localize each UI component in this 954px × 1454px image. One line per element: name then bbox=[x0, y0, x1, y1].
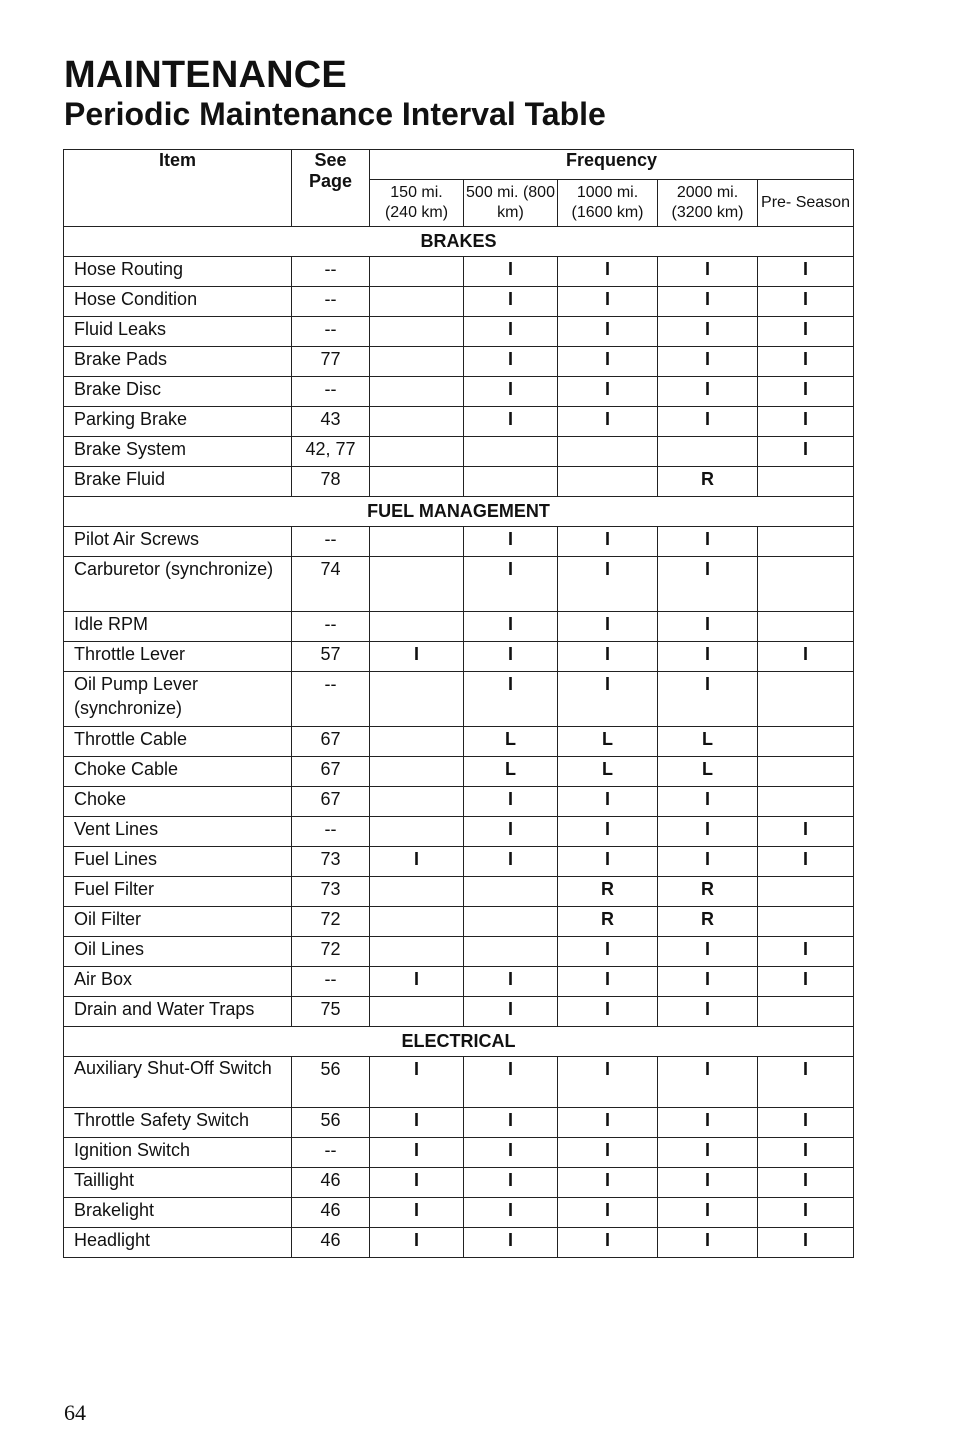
interval-mark-cell: I bbox=[464, 557, 558, 612]
interval-mark-cell bbox=[758, 757, 854, 787]
interval-mark-cell: I bbox=[464, 612, 558, 642]
column-header-item: Item bbox=[64, 150, 292, 227]
interval-mark-cell: I bbox=[558, 257, 658, 287]
interval-mark-cell bbox=[758, 727, 854, 757]
interval-mark-cell: I bbox=[558, 1228, 658, 1258]
interval-mark-cell bbox=[558, 437, 658, 467]
interval-mark-cell bbox=[758, 787, 854, 817]
item-cell: Idle RPM bbox=[64, 612, 292, 642]
page-number: 64 bbox=[64, 1400, 86, 1425]
page-cell: -- bbox=[292, 317, 370, 347]
interval-mark-cell bbox=[464, 467, 558, 497]
interval-mark-cell bbox=[370, 317, 464, 347]
item-cell: Pilot Air Screws bbox=[64, 527, 292, 557]
page-cell: -- bbox=[292, 817, 370, 847]
table-row bbox=[64, 437, 854, 467]
interval-mark-cell bbox=[370, 937, 464, 967]
interval-mark-cell bbox=[370, 557, 464, 612]
interval-mark-cell: I bbox=[558, 1138, 658, 1168]
item-cell: Air Box bbox=[64, 967, 292, 997]
interval-mark-cell: I bbox=[464, 1168, 558, 1198]
interval-mark-cell: R bbox=[658, 877, 758, 907]
page-cell: -- bbox=[292, 527, 370, 557]
interval-mark-cell bbox=[464, 877, 558, 907]
item-cell: Oil Lines bbox=[64, 937, 292, 967]
interval-mark-cell: I bbox=[758, 817, 854, 847]
interval-mark-cell bbox=[370, 407, 464, 437]
page-cell: -- bbox=[292, 967, 370, 997]
interval-mark-cell: I bbox=[558, 847, 658, 877]
page-cell: 46 bbox=[292, 1198, 370, 1228]
interval-mark-cell: I bbox=[658, 287, 758, 317]
page-cell: -- bbox=[292, 1138, 370, 1168]
interval-mark-cell bbox=[370, 527, 464, 557]
page-cell: 73 bbox=[292, 877, 370, 907]
interval-mark-cell bbox=[370, 757, 464, 787]
page-cell: 43 bbox=[292, 407, 370, 437]
table-row bbox=[64, 727, 854, 757]
interval-mark-cell: I bbox=[658, 317, 758, 347]
interval-mark-cell: I bbox=[464, 317, 558, 347]
interval-mark-cell bbox=[464, 437, 558, 467]
table-row bbox=[64, 642, 854, 672]
interval-mark-cell: I bbox=[758, 377, 854, 407]
interval-mark-cell: I bbox=[758, 967, 854, 997]
interval-mark-cell: L bbox=[558, 757, 658, 787]
section-header: ELECTRICAL bbox=[64, 1027, 854, 1057]
interval-mark-cell: I bbox=[558, 1057, 658, 1108]
page-cell: 57 bbox=[292, 642, 370, 672]
interval-mark-cell bbox=[370, 467, 464, 497]
interval-mark-cell: I bbox=[658, 817, 758, 847]
interval-mark-cell: R bbox=[558, 877, 658, 907]
page-cell: 46 bbox=[292, 1168, 370, 1198]
interval-mark-cell: I bbox=[464, 257, 558, 287]
interval-mark-cell: I bbox=[464, 347, 558, 377]
maintenance-interval-table bbox=[63, 149, 854, 1258]
interval-mark-cell: I bbox=[464, 787, 558, 817]
interval-mark-cell: I bbox=[658, 1138, 758, 1168]
item-cell: Hose Routing bbox=[64, 257, 292, 287]
page-cell: 75 bbox=[292, 997, 370, 1027]
interval-mark-cell: I bbox=[658, 967, 758, 997]
table-row bbox=[64, 347, 854, 377]
interval-mark-cell: I bbox=[758, 937, 854, 967]
item-cell: Throttle Lever bbox=[64, 642, 292, 672]
section-header: FUEL MANAGEMENT bbox=[64, 497, 854, 527]
item-cell: Throttle Safety Switch bbox=[64, 1108, 292, 1138]
interval-mark-cell: I bbox=[658, 1057, 758, 1108]
item-cell: Choke Cable bbox=[64, 757, 292, 787]
interval-mark-cell: I bbox=[658, 612, 758, 642]
table-row bbox=[64, 1108, 854, 1138]
interval-mark-cell: I bbox=[758, 1057, 854, 1108]
interval-mark-cell: I bbox=[758, 1138, 854, 1168]
interval-mark-cell: I bbox=[464, 967, 558, 997]
interval-mark-cell: R bbox=[658, 907, 758, 937]
interval-mark-cell: I bbox=[558, 967, 658, 997]
interval-mark-cell: I bbox=[658, 557, 758, 612]
interval-mark-cell bbox=[758, 557, 854, 612]
interval-mark-cell bbox=[758, 467, 854, 497]
table-row bbox=[64, 672, 854, 727]
interval-header: 150 mi. (240 km) bbox=[370, 180, 464, 227]
interval-mark-cell: I bbox=[370, 1108, 464, 1138]
interval-mark-cell: I bbox=[658, 787, 758, 817]
page-cell: 42, 77 bbox=[292, 437, 370, 467]
page-title: MAINTENANCE bbox=[64, 54, 347, 96]
item-cell: Brake Disc bbox=[64, 377, 292, 407]
interval-mark-cell: I bbox=[558, 787, 658, 817]
table-row bbox=[64, 1057, 854, 1108]
item-cell: Throttle Cable bbox=[64, 727, 292, 757]
item-cell: Choke bbox=[64, 787, 292, 817]
interval-mark-cell bbox=[758, 907, 854, 937]
table-row bbox=[64, 757, 854, 787]
see-page-label: See Page bbox=[308, 150, 353, 191]
interval-mark-cell: I bbox=[464, 817, 558, 847]
interval-mark-cell: L bbox=[658, 757, 758, 787]
interval-mark-cell: I bbox=[658, 997, 758, 1027]
interval-mark-cell: I bbox=[464, 407, 558, 437]
interval-mark-cell bbox=[758, 877, 854, 907]
interval-mark-cell bbox=[370, 997, 464, 1027]
interval-mark-cell: I bbox=[558, 287, 658, 317]
table-row bbox=[64, 787, 854, 817]
page-cell: 77 bbox=[292, 347, 370, 377]
interval-mark-cell bbox=[370, 672, 464, 727]
item-cell: Hose Condition bbox=[64, 287, 292, 317]
table-row bbox=[64, 937, 854, 967]
interval-mark-cell: I bbox=[758, 317, 854, 347]
interval-mark-cell: I bbox=[758, 437, 854, 467]
table-row bbox=[64, 1198, 854, 1228]
column-header-see-page bbox=[292, 150, 370, 227]
item-cell: Brake Fluid bbox=[64, 467, 292, 497]
table-row bbox=[64, 1138, 854, 1168]
page-cell: -- bbox=[292, 287, 370, 317]
page-cell: -- bbox=[292, 672, 370, 727]
interval-mark-cell bbox=[758, 527, 854, 557]
page-cell: 67 bbox=[292, 757, 370, 787]
interval-mark-cell: I bbox=[464, 672, 558, 727]
interval-mark-cell bbox=[370, 817, 464, 847]
item-cell: Fuel Filter bbox=[64, 877, 292, 907]
interval-mark-cell: L bbox=[464, 757, 558, 787]
interval-mark-cell: I bbox=[370, 847, 464, 877]
interval-mark-cell: I bbox=[464, 377, 558, 407]
item-cell: Headlight bbox=[64, 1228, 292, 1258]
interval-header: Pre- Season bbox=[758, 180, 854, 227]
table-row bbox=[64, 817, 854, 847]
page-cell: 67 bbox=[292, 727, 370, 757]
interval-mark-cell bbox=[370, 377, 464, 407]
item-cell: Vent Lines bbox=[64, 817, 292, 847]
interval-header: 2000 mi. (3200 km) bbox=[658, 180, 758, 227]
interval-mark-cell: I bbox=[758, 1108, 854, 1138]
table-row bbox=[64, 967, 854, 997]
page-cell: -- bbox=[292, 377, 370, 407]
interval-mark-cell bbox=[658, 437, 758, 467]
interval-mark-cell: I bbox=[658, 642, 758, 672]
interval-mark-cell bbox=[370, 907, 464, 937]
interval-mark-cell: I bbox=[464, 527, 558, 557]
table-row bbox=[64, 317, 854, 347]
table-row bbox=[64, 1228, 854, 1258]
interval-mark-cell: I bbox=[464, 1138, 558, 1168]
table-row bbox=[64, 1168, 854, 1198]
table-row bbox=[64, 877, 854, 907]
interval-mark-cell: I bbox=[558, 817, 658, 847]
interval-mark-cell: I bbox=[464, 1057, 558, 1108]
interval-mark-cell: I bbox=[758, 642, 854, 672]
interval-mark-cell bbox=[370, 287, 464, 317]
interval-mark-cell: L bbox=[558, 727, 658, 757]
interval-mark-cell: L bbox=[464, 727, 558, 757]
interval-mark-cell: I bbox=[658, 527, 758, 557]
item-cell: Brake System bbox=[64, 437, 292, 467]
interval-mark-cell bbox=[464, 937, 558, 967]
interval-mark-cell: I bbox=[558, 642, 658, 672]
interval-mark-cell: I bbox=[658, 847, 758, 877]
interval-mark-cell: I bbox=[658, 672, 758, 727]
interval-mark-cell: I bbox=[558, 407, 658, 437]
interval-mark-cell: I bbox=[658, 1198, 758, 1228]
item-cell: Brake Pads bbox=[64, 347, 292, 377]
item-cell: Taillight bbox=[64, 1168, 292, 1198]
table-row bbox=[64, 997, 854, 1027]
interval-mark-cell bbox=[370, 257, 464, 287]
interval-header: 500 mi. (800 km) bbox=[464, 180, 558, 227]
interval-mark-cell: I bbox=[370, 1228, 464, 1258]
page-cell: 72 bbox=[292, 907, 370, 937]
interval-mark-cell bbox=[370, 437, 464, 467]
interval-mark-cell: I bbox=[558, 317, 658, 347]
page-cell: 46 bbox=[292, 1228, 370, 1258]
interval-mark-cell: I bbox=[558, 612, 658, 642]
item-cell: Oil Filter bbox=[64, 907, 292, 937]
interval-mark-cell: I bbox=[658, 1168, 758, 1198]
page-cell: 56 bbox=[292, 1108, 370, 1138]
item-cell: Oil Pump Lever (synchronize) bbox=[64, 672, 292, 727]
interval-mark-cell: I bbox=[758, 1198, 854, 1228]
interval-mark-cell: I bbox=[658, 377, 758, 407]
interval-mark-cell: I bbox=[658, 1228, 758, 1258]
interval-mark-cell: I bbox=[464, 847, 558, 877]
interval-mark-cell: I bbox=[558, 527, 658, 557]
interval-mark-cell: I bbox=[558, 1108, 658, 1138]
interval-mark-cell: I bbox=[558, 557, 658, 612]
item-cell: Auxiliary Shut-Off Switch bbox=[64, 1057, 292, 1108]
interval-header: 1000 mi. (1600 km) bbox=[558, 180, 658, 227]
interval-mark-cell: I bbox=[370, 642, 464, 672]
interval-mark-cell: I bbox=[370, 967, 464, 997]
interval-mark-cell bbox=[370, 347, 464, 377]
interval-mark-cell: I bbox=[658, 937, 758, 967]
section-header: BRAKES bbox=[64, 227, 854, 257]
interval-mark-cell: I bbox=[464, 1228, 558, 1258]
page-cell: 74 bbox=[292, 557, 370, 612]
interval-mark-cell: I bbox=[758, 257, 854, 287]
table-row bbox=[64, 907, 854, 937]
page-cell: 67 bbox=[292, 787, 370, 817]
item-cell: Ignition Switch bbox=[64, 1138, 292, 1168]
interval-mark-cell bbox=[558, 467, 658, 497]
interval-mark-cell: I bbox=[558, 377, 658, 407]
interval-mark-cell bbox=[464, 907, 558, 937]
interval-mark-cell: I bbox=[758, 287, 854, 317]
interval-mark-cell: I bbox=[464, 1198, 558, 1228]
table-row bbox=[64, 257, 854, 287]
interval-mark-cell: I bbox=[558, 1168, 658, 1198]
table-row bbox=[64, 847, 854, 877]
table-row bbox=[64, 407, 854, 437]
interval-mark-cell: I bbox=[370, 1057, 464, 1108]
table-row bbox=[64, 377, 854, 407]
item-cell: Carburetor (synchronize) bbox=[64, 557, 292, 612]
interval-mark-cell: R bbox=[658, 467, 758, 497]
interval-mark-cell: I bbox=[370, 1168, 464, 1198]
interval-mark-cell: I bbox=[558, 672, 658, 727]
interval-mark-cell: I bbox=[464, 1108, 558, 1138]
interval-mark-cell bbox=[758, 672, 854, 727]
item-cell: Drain and Water Traps bbox=[64, 997, 292, 1027]
page-cell: -- bbox=[292, 612, 370, 642]
interval-mark-cell: I bbox=[758, 407, 854, 437]
interval-mark-cell: I bbox=[370, 1138, 464, 1168]
page-cell: 78 bbox=[292, 467, 370, 497]
table-row bbox=[64, 467, 854, 497]
item-cell: Brakelight bbox=[64, 1198, 292, 1228]
interval-mark-cell: I bbox=[464, 642, 558, 672]
table-row bbox=[64, 557, 854, 612]
interval-mark-cell: I bbox=[370, 1198, 464, 1228]
interval-mark-cell: I bbox=[758, 1168, 854, 1198]
table-row bbox=[64, 527, 854, 557]
page-cell: -- bbox=[292, 257, 370, 287]
interval-mark-cell: I bbox=[558, 937, 658, 967]
interval-mark-cell: I bbox=[758, 1228, 854, 1258]
interval-mark-cell: I bbox=[658, 347, 758, 377]
page-cell: 72 bbox=[292, 937, 370, 967]
interval-mark-cell: I bbox=[658, 257, 758, 287]
item-cell: Parking Brake bbox=[64, 407, 292, 437]
interval-mark-cell: I bbox=[758, 847, 854, 877]
interval-mark-cell: I bbox=[464, 287, 558, 317]
page-cell: 73 bbox=[292, 847, 370, 877]
interval-mark-cell: I bbox=[558, 1198, 658, 1228]
column-header-frequency: Frequency bbox=[370, 150, 854, 180]
item-cell: Fluid Leaks bbox=[64, 317, 292, 347]
item-cell: Fuel Lines bbox=[64, 847, 292, 877]
interval-mark-cell bbox=[370, 727, 464, 757]
table-row bbox=[64, 287, 854, 317]
page-cell: 56 bbox=[292, 1057, 370, 1108]
interval-mark-cell bbox=[370, 787, 464, 817]
interval-mark-cell: R bbox=[558, 907, 658, 937]
page-subtitle: Periodic Maintenance Interval Table bbox=[64, 96, 606, 132]
interval-mark-cell: I bbox=[558, 997, 658, 1027]
interval-mark-cell: I bbox=[464, 997, 558, 1027]
interval-mark-cell bbox=[758, 612, 854, 642]
interval-mark-cell: I bbox=[658, 1108, 758, 1138]
interval-mark-cell: I bbox=[658, 407, 758, 437]
interval-mark-cell bbox=[758, 997, 854, 1027]
interval-mark-cell: I bbox=[758, 347, 854, 377]
interval-mark-cell: L bbox=[658, 727, 758, 757]
interval-mark-cell bbox=[370, 612, 464, 642]
interval-mark-cell: I bbox=[558, 347, 658, 377]
table-row bbox=[64, 612, 854, 642]
interval-mark-cell bbox=[370, 877, 464, 907]
